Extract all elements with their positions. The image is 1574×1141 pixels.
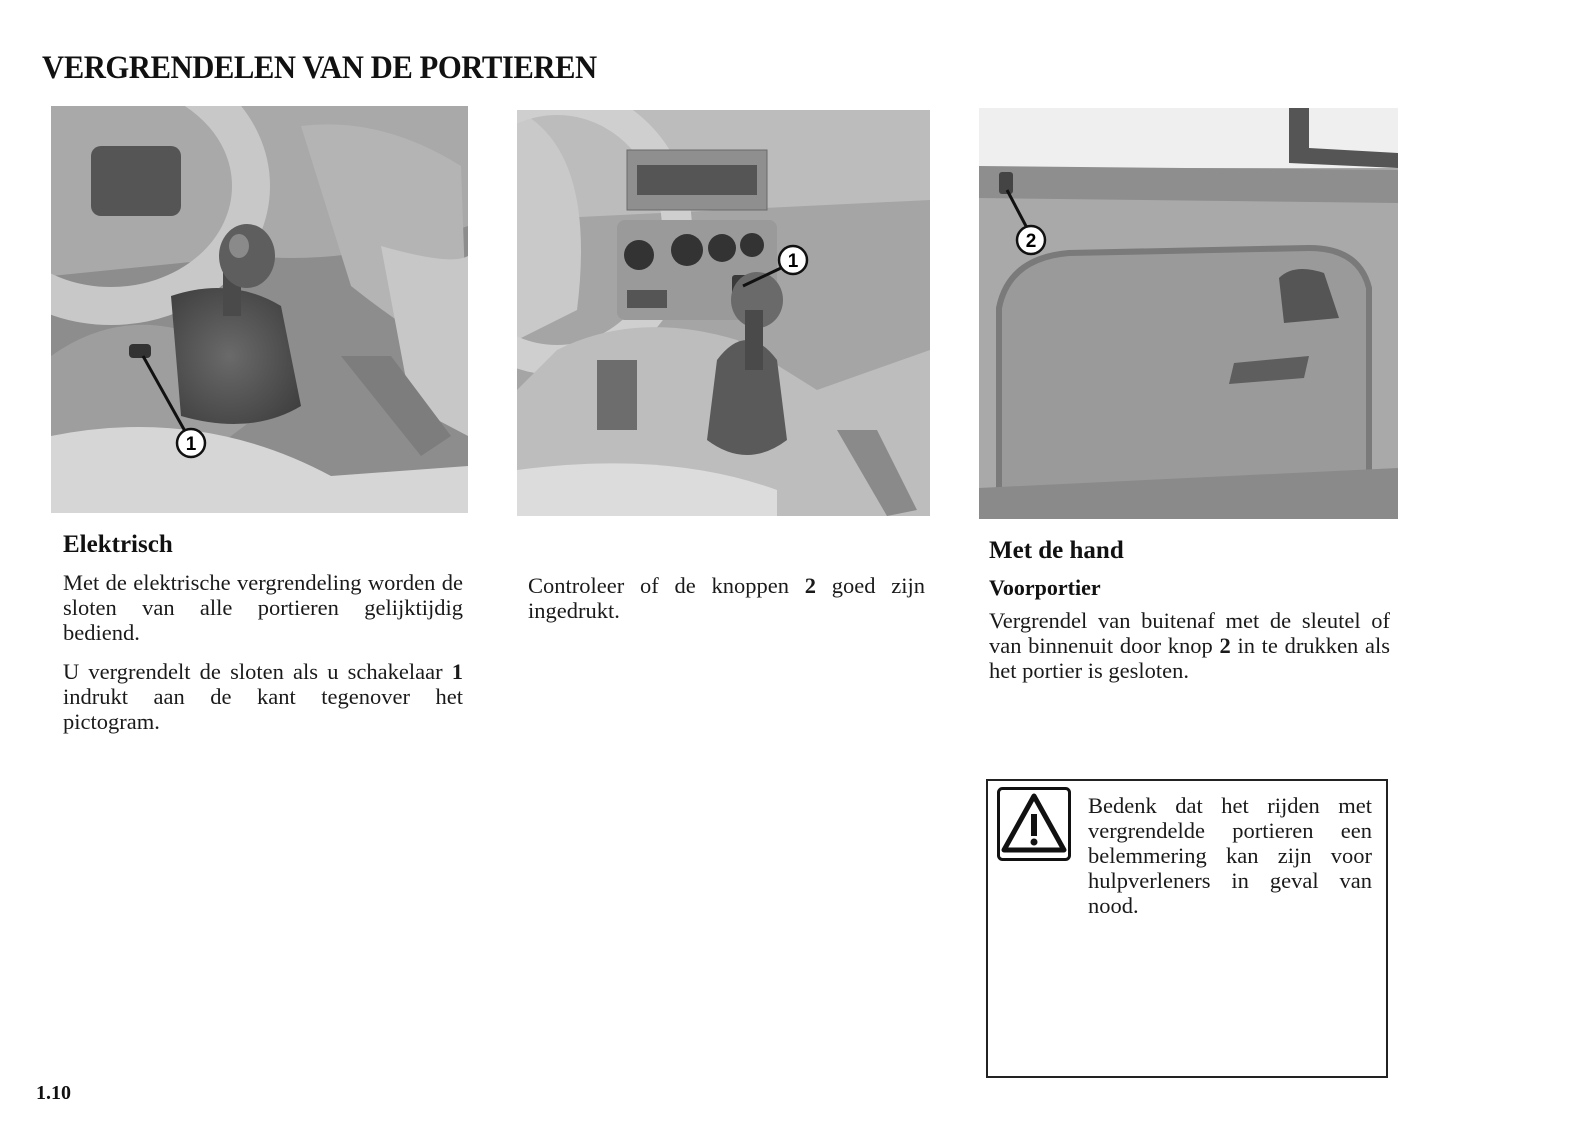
dashboard-switch-photo <box>517 110 930 516</box>
page-number: 1.10 <box>36 1082 71 1104</box>
page-title: VERGRENDELEN VAN DE PORTIEREN <box>42 50 597 86</box>
heading-elektrisch: Elektrisch <box>63 531 173 558</box>
photo-gear-shift-switch <box>51 106 468 513</box>
paragraph-text: goed zijn ingedrukt. <box>528 573 926 623</box>
paragraph-voorportier <box>989 608 1390 683</box>
subheading-voorportier: Voorportier <box>989 575 1101 600</box>
warning-triangle-icon <box>997 787 1071 861</box>
callout-label: 2 <box>1025 231 1037 252</box>
warning-box <box>986 779 1388 1078</box>
door-panel-knob-photo <box>979 108 1398 519</box>
paragraph-controleer <box>528 573 925 623</box>
knob-number: 2 <box>1219 633 1231 658</box>
photo-door-panel-knob <box>979 108 1398 519</box>
knob-number: 2 <box>804 573 816 598</box>
paragraph-text: U vergrendelt de sloten als u schakelaar <box>63 659 452 684</box>
heading-met-de-hand: Met de hand <box>989 537 1124 564</box>
paragraph-text: Vergrendel van buitenaf met de sleutel of van binnenuit door knop <box>989 608 1390 658</box>
switch-number: 1 <box>451 659 463 684</box>
callout-label: 1 <box>787 251 799 272</box>
paragraph-text: in te drukken als het portier is gesloten. <box>989 633 1390 683</box>
photo-dashboard-switch <box>517 110 930 516</box>
gear-shift-switch-photo <box>51 106 468 513</box>
callout-label: 1 <box>185 434 197 455</box>
paragraph-text: Controleer of de knoppen <box>528 573 805 598</box>
paragraph-text: indrukt aan de kant tegenover het pictogram. <box>63 684 463 734</box>
warning-text: Bedenk dat het rijden met vergrendelde portieren een belemmering kan zijn voor hulpverleners in geval van nood. <box>1088 793 1372 918</box>
paragraph-elektrisch-2 <box>63 659 463 734</box>
paragraph-elektrisch-1: Met de elektrische vergrendeling worden de sloten van alle portieren gelijktijdig bediend. <box>63 570 463 645</box>
